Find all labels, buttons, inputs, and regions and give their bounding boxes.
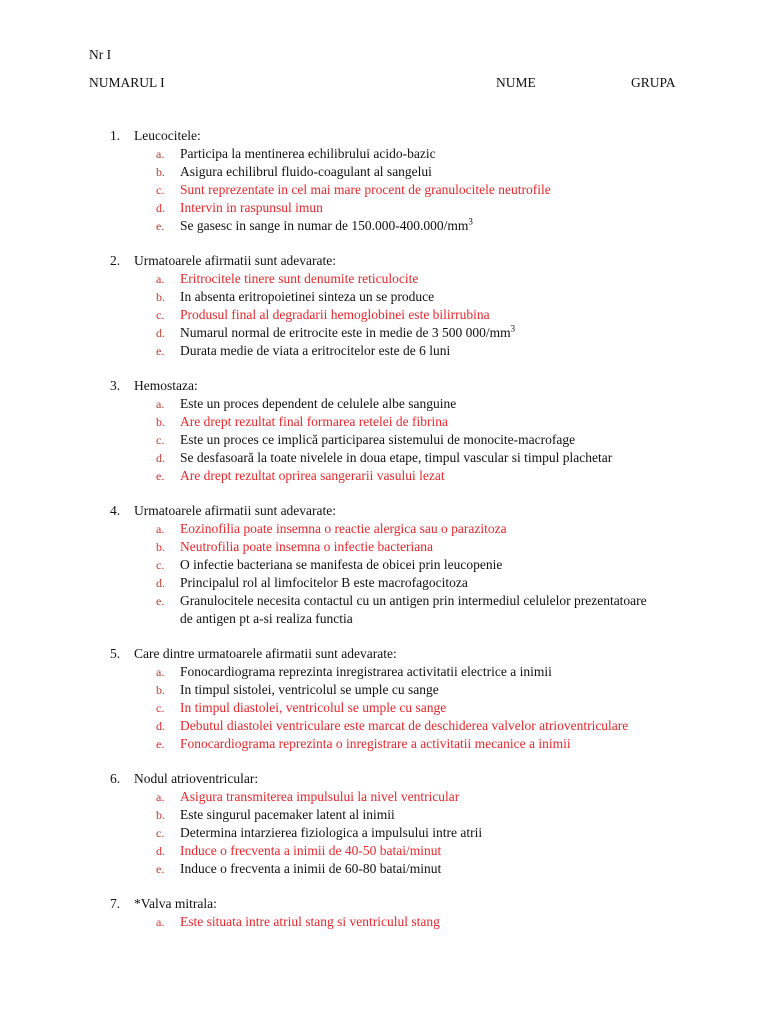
question-text: Urmatoarele afirmatii sunt adevarate: xyxy=(134,503,337,518)
option-4d: d. Principalul rol al limfocitelor B este macrofagocitoza xyxy=(156,575,468,590)
option-2a: a. Eritrocitele tinere sunt denumite reticulocite xyxy=(156,271,419,286)
option-4c: c. O infectie bacteriana se manifesta de obicei prin leucopenie xyxy=(156,557,503,572)
option-1a: a. Participa la mentinerea echilibrului acido-bazic xyxy=(156,146,436,161)
option-5b: b. In timpul sistolei, ventricolul se umple cu sange xyxy=(156,682,439,697)
option-6d: d. Induce o frecventa a inimii de 40-50 batai/minut xyxy=(156,843,442,858)
option-5c: c. In timpul diastolei, ventricolul se umple cu sange xyxy=(156,700,447,715)
option-1b: b. Asigura echilibrul fluido-coagulant al sangelui xyxy=(156,164,432,179)
option-5a: a. Fonocardiograma reprezinta inregistrarea activitatii electrice a inimii xyxy=(156,664,552,679)
question-text: Care dintre urmatoarele afirmatii sunt adevarate: xyxy=(134,646,397,661)
option-5e: e. Fonocardiograma reprezinta o inregistrare a activitatii mecanice a inimii xyxy=(156,736,571,751)
question-text: Nodul atrioventricular: xyxy=(134,771,259,786)
question-text: Urmatoarele afirmatii sunt adevarate: xyxy=(134,253,337,268)
question-text: *Valva mitrala: xyxy=(134,896,217,911)
option-6c: c. Determina intarzierea fiziologica a impulsului intre atrii xyxy=(156,825,483,840)
option-2b: b. In absenta eritropoietinei sinteza un se produce xyxy=(156,289,435,304)
question-number: 5. xyxy=(110,646,121,661)
option-3d: d. Se desfasoară la toate nivelele in doua etape, timpul vascular si timpul plachetar xyxy=(156,450,613,465)
document-nr: Nr I xyxy=(89,47,112,62)
question-number: 6. xyxy=(110,771,121,786)
question-number: 2. xyxy=(110,253,121,268)
option-4e-continuation: de antigen pt a-si realiza functia xyxy=(180,611,353,626)
option-7a: a. Este situata intre atriul stang si ventriculul stang xyxy=(156,914,440,929)
option-1c: c. Sunt reprezentate in cel mai mare procent de granulocitele neutrofile xyxy=(156,182,551,197)
option-6e: e. Induce o frecventa a inimii de 60-80 batai/minut xyxy=(156,861,442,876)
option-6b: b. Este singurul pacemaker latent al inimii xyxy=(156,807,395,822)
option-1d: d. Intervin in raspunsul imun xyxy=(156,200,323,215)
document-numarul: NUMARUL I xyxy=(89,75,165,90)
question-number: 4. xyxy=(110,503,121,518)
option-2c: c. Produsul final al degradarii hemoglobinei este bilirrubina xyxy=(156,307,490,322)
option-2e: e. Durata medie de viata a eritrocitelor este de 6 luni xyxy=(156,343,451,358)
group-field-label: GRUPA xyxy=(631,75,676,90)
option-1e: e. Se gasesc in sange in numar de $150.000-400.000/mm^3$ xyxy=(156,216,473,233)
question-text: Hemostaza: xyxy=(134,378,198,393)
option-3b: b. Are drept rezultat final formarea retelei de fibrina xyxy=(156,414,448,429)
name-field-label: NUME xyxy=(496,75,536,90)
question-number: 7. xyxy=(110,896,121,911)
question-number: 3. xyxy=(110,378,121,393)
option-3e: e. Are drept rezultat oprirea sangerarii vasului lezat xyxy=(156,468,445,483)
option-3a: a. Este un proces dependent de celulele albe sanguine xyxy=(156,396,457,411)
option-5d: d. Debutul diastolei ventriculare este marcat de deschiderea valvelor atrioventriculare xyxy=(156,718,629,733)
option-6a: a. Asigura transmiterea impulsului la nivel ventricular xyxy=(156,789,460,804)
option-4e: e. Granulocitele necesita contactul cu un antigen prin intermediul celulelor prezentatoare de antigen pt a-si realiza functia xyxy=(156,592,716,628)
question-number: 1. xyxy=(110,128,121,143)
question-text: Leucocitele: xyxy=(134,128,201,143)
option-2d: d. Numarul normal de eritrocite este in medie de 3 500 $000/mm^3$ xyxy=(156,323,516,340)
option-3c: c. Este un proces ce implică participarea sistemului de monocite-macrofage xyxy=(156,432,576,447)
option-4b: b. Neutrofilia poate insemna o infectie bacteriana xyxy=(156,539,434,554)
option-4a: a. Eozinofilia poate insemna o reactie alergica sau o parazitoza xyxy=(156,521,507,536)
